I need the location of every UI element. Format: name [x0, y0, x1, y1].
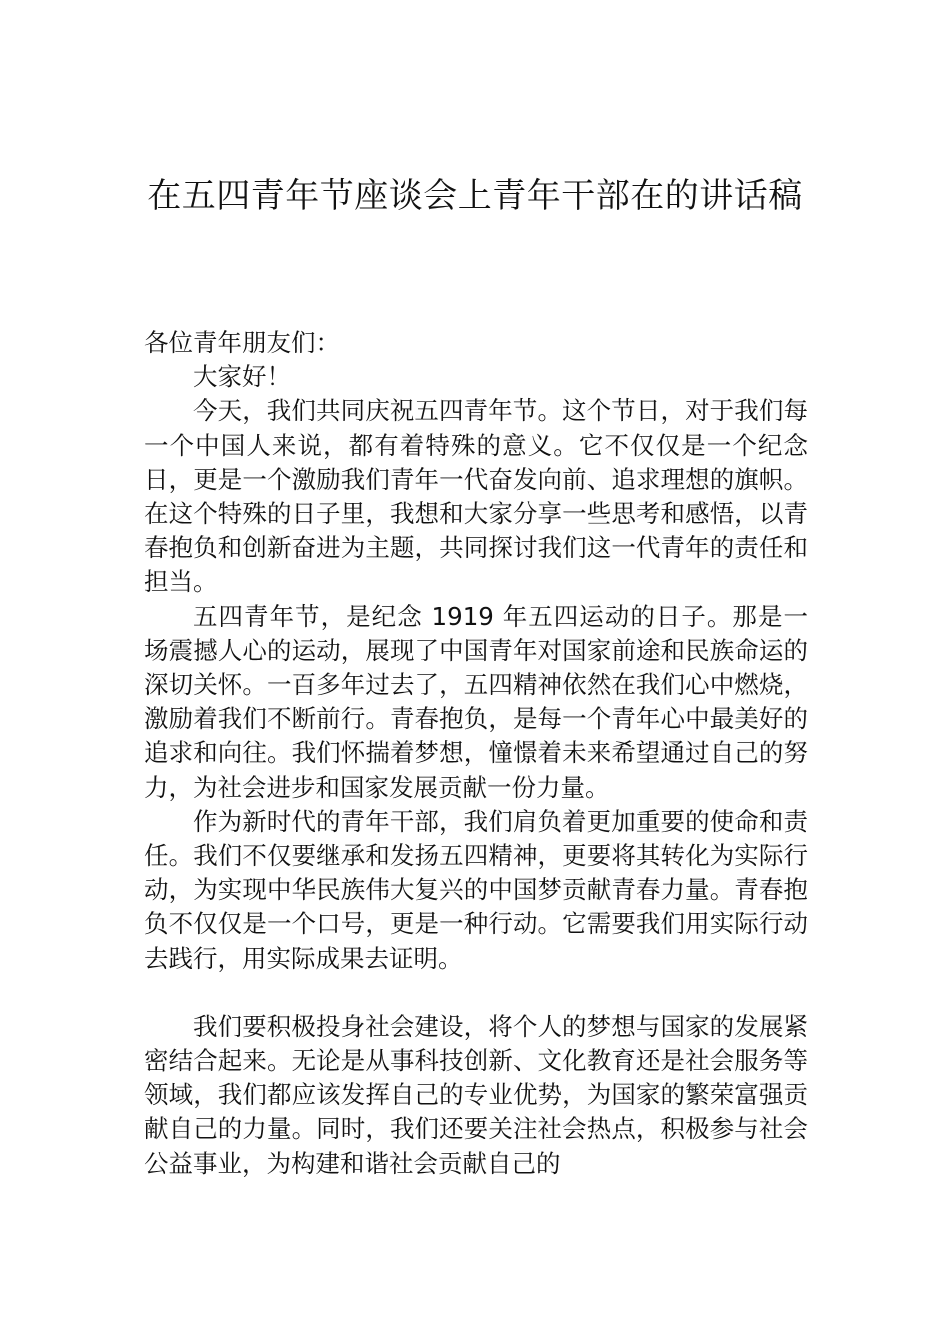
document-body [144, 326, 808, 1181]
paragraph-3: 作为新时代的青年干部，我们肩负着更加重要的使命和责任。我们不仅要继承和发扬五四精神，更要将其转化为实际行动，为实现中华民族伟大复兴的中国梦贡献青春力量。青春抱负不仅仅是一个口号，更是一种行动。它需要我们用实际行动去践行，用实际成果去证明。 [144, 806, 808, 973]
salutation: 各位青年朋友们： [144, 328, 340, 357]
document-title: 在五四青年节座谈会上青年干部在的讲话稿 [147, 176, 803, 216]
paragraph-2: 五四青年节，是纪念 1919 年五四运动的日子。那是一场震撼人心的运动，展现了中国青年对国家前途和民族命运的深切关怀。一百多年过去了，五四精神依然在我们心中燃烧，激励着我们不断前行。青春抱负，是每一个青年心中最美好的追求和向往。我们怀揣着梦想，憧憬着未来希望通过自己的努力，为社会进步和国家发展贡献一份力量。 [144, 601, 808, 802]
paragraph-1: 今天，我们共同庆祝五四青年节。这个节日，对于我们每一个中国人来说，都有着特殊的意义。它不仅仅是一个纪念日，更是一个激励我们青年一代奋发向前、追求理想的旗帜。在这个特殊的日子里，我想和大家分享一些思考和感悟，以青春抱负和创新奋进为主题，共同探讨我们这一代青年的责任和担当。 [144, 396, 808, 597]
paragraph-4: 我们要积极投身社会建设，将个人的梦想与国家的发展紧密结合起来。无论是从事科技创新、文化教育还是社会服务等领域，我们都应该发挥自己的专业优势，为国家的繁荣富强贡献自己的力量。同时，我们还要关注社会热点，积极参与社会公益事业，为构建和谐社会贡献自己的 [144, 1011, 808, 1178]
greeting: 大家好！ [193, 362, 291, 392]
